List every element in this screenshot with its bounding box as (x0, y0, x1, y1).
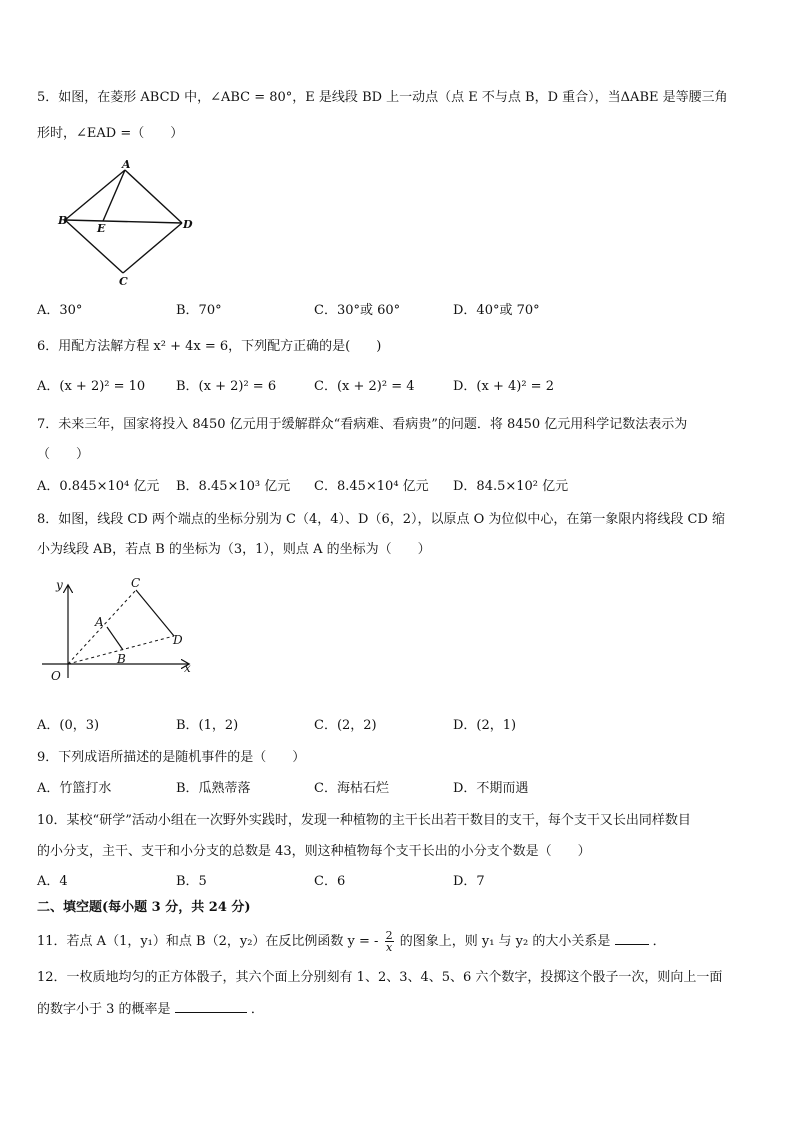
q10-option-a[interactable]: A．4 (37, 874, 68, 889)
label-A: A (122, 158, 131, 171)
label-E: E (97, 222, 106, 235)
q8-stem-line2: 小为线段 AB，若点 B 的坐标为（3，1），则点 A 的坐标为（ ） (37, 542, 431, 557)
section2-heading: 二、填空题(每小题 3 分，共 24 分) (37, 900, 251, 915)
q5-option-d[interactable]: D．40°或 70° (453, 303, 540, 318)
label-B: B (117, 652, 126, 666)
q5-rhombus-figure (52, 158, 202, 290)
q6-option-d[interactable]: D．(x + 4)² = 2 (453, 379, 554, 394)
label-x: x (184, 661, 191, 675)
label-D: D (183, 218, 193, 231)
q7-stem-line1: 7．未来三年，国家将投入 8450 亿元用于缓解群众“看病难、看病贵”的问题．将 8450 亿元用科学记数法表示为 (37, 417, 688, 432)
q10-option-d[interactable]: D．7 (453, 874, 485, 889)
q11-text-part1: 11．若点 A（1，y₁）和点 B（2，y₂）在反比例函数 y = - (37, 934, 379, 949)
q6-stem: 6．用配方法解方程 x² + 4x = 6，下列配方正确的是( ) (37, 339, 382, 354)
q7-option-c[interactable]: C．8.45×10⁴ 亿元 (314, 479, 429, 494)
q8-option-a[interactable]: A．(0，3) (37, 718, 100, 733)
label-C: C (131, 576, 141, 590)
q11-answer-blank[interactable] (615, 931, 649, 945)
label-C: C (119, 275, 128, 288)
q12-answer-blank[interactable] (175, 999, 247, 1013)
segment-AE (103, 170, 125, 221)
q8-option-c[interactable]: C．(2，2) (314, 718, 377, 733)
q11-text-part2: 的图象上，则 y₁ 与 y₂ 的大小关系是 (399, 934, 611, 949)
q12-stem-line1: 12．一枚质地均匀的正方体骰子，其六个面上分别刻有 1、2、3、4、5、6 六个数字，投掷这个骰子一次，则向上一面 (37, 970, 723, 985)
q8-coordinate-figure (38, 572, 198, 684)
label-A: A (95, 615, 104, 629)
side-AD (125, 170, 182, 223)
q10-stem-line2: 的小分支，主干、支干和小分支的总数是 43，则这种植物每个支干长出的小分支个数是（ ） (37, 844, 591, 859)
q12-text: 的数字小于 3 的概率是 (37, 1002, 171, 1017)
side-BC (65, 220, 123, 273)
label-y: y (56, 578, 63, 592)
q6-option-a[interactable]: A．(x + 2)² = 10 (37, 379, 146, 394)
label-B: B (58, 214, 68, 227)
q10-stem-line1: 10．某校“研学”活动小组在一次野外实践时，发现一种植物的主干长出若干数目的支干，每个支干又长出同样数目 (37, 813, 691, 828)
q10-option-c[interactable]: C．6 (314, 874, 346, 889)
q12-end: ． (250, 1002, 264, 1017)
q9-option-b[interactable]: B．瓜熟蒂落 (176, 781, 251, 796)
label-D: D (173, 633, 183, 647)
q8-option-b[interactable]: B．(1，2) (176, 718, 239, 733)
q6-option-b[interactable]: B．(x + 2)² = 6 (176, 379, 277, 394)
q5-option-a[interactable]: A．30° (37, 303, 83, 318)
q11-fraction (385, 930, 394, 953)
q9-option-a[interactable]: A．竹篮打水 (37, 781, 112, 796)
q8-option-d[interactable]: D．(2，1) (453, 718, 517, 733)
q11-end: ． (652, 934, 666, 949)
q9-option-c[interactable]: C．海枯石烂 (314, 781, 389, 796)
segment-AB (107, 627, 123, 650)
q7-option-d[interactable]: D．84.5×10² 亿元 (453, 479, 569, 494)
segment-CD (136, 590, 174, 636)
q5-stem-line2: 形时，∠EAD =（ ） (37, 126, 184, 141)
q7-stem-line2: （ ） (37, 447, 90, 462)
q9-option-d[interactable]: D．不期而遇 (453, 781, 529, 796)
diagonal-BD (65, 220, 182, 223)
q8-stem-line1: 8．如图，线段 CD 两个端点的坐标分别为 C（4，4）、D（6，2），以原点 O 为位似中心，在第一象限内将线段 CD 缩 (37, 512, 726, 527)
q7-option-b[interactable]: B．8.45×10³ 亿元 (176, 479, 291, 494)
q5-option-b[interactable]: B．70° (176, 303, 222, 318)
q7-option-a[interactable]: A．0.845×10⁴ 亿元 (37, 479, 160, 494)
q6-option-c[interactable]: C．(x + 2)² = 4 (314, 379, 415, 394)
label-O: O (51, 669, 61, 683)
q11-stem (37, 930, 666, 953)
q5-option-c[interactable]: C．30°或 60° (314, 303, 401, 318)
side-CD (123, 223, 182, 273)
q12-stem-line2 (37, 999, 264, 1019)
q10-option-b[interactable]: B．5 (176, 874, 207, 889)
q5-stem-line1: 5．如图，在菱形 ABCD 中，∠ABC = 80°，E 是线段 BD 上一动点（点 E 不与点 B，D 重合），当ΔABE 是等腰三角 (37, 90, 728, 105)
side-AB (65, 170, 125, 220)
q11-fraction-numerator: 2 (385, 929, 393, 942)
q11-fraction-denominator: x (385, 941, 393, 954)
q9-stem: 9．下列成语所描述的是随机事件的是（ ） (37, 750, 306, 765)
